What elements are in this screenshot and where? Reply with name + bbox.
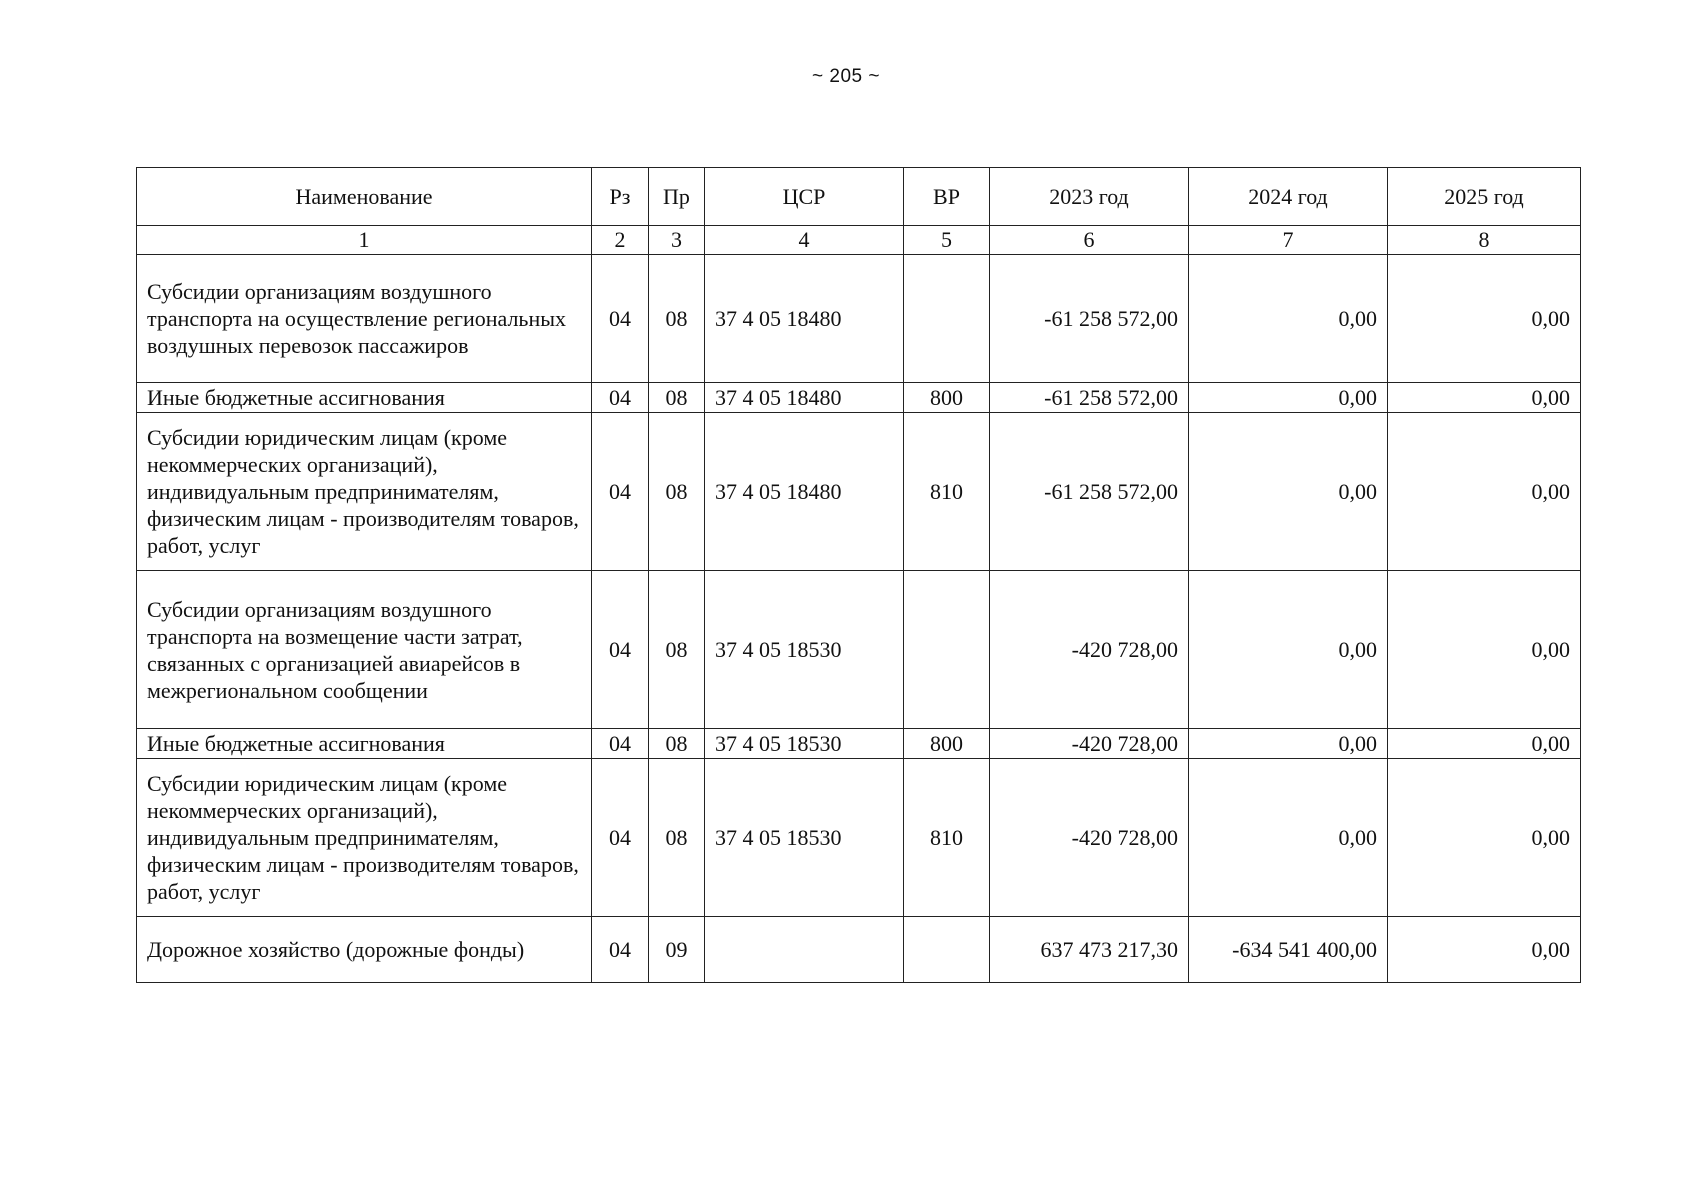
row-pr: 08 <box>649 759 705 917</box>
row-2025: 0,00 <box>1388 383 1581 413</box>
header-name: Наименование <box>137 168 592 226</box>
row-2023: -420 728,00 <box>990 729 1189 759</box>
row-2025: 0,00 <box>1388 571 1581 729</box>
column-number: 4 <box>705 226 904 255</box>
column-number: 5 <box>904 226 990 255</box>
header-rz: Рз <box>592 168 649 226</box>
column-number: 3 <box>649 226 705 255</box>
row-csr: 37 4 05 18480 <box>705 413 904 571</box>
row-2024: 0,00 <box>1189 383 1388 413</box>
row-csr: 37 4 05 18530 <box>705 759 904 917</box>
row-2024: 0,00 <box>1189 413 1388 571</box>
row-2023: -61 258 572,00 <box>990 255 1189 383</box>
table-row <box>137 413 1581 571</box>
row-name: Иные бюджетные ассигнования <box>137 383 592 413</box>
row-vr: 810 <box>904 759 990 917</box>
row-vr: 800 <box>904 383 990 413</box>
budget-table <box>136 167 1581 983</box>
row-name: Субсидии организациям воздушного транспорта на осуществление региональных воздушных перевозок пассажиров <box>137 255 592 383</box>
row-2023: -420 728,00 <box>990 571 1189 729</box>
row-2024: 0,00 <box>1189 729 1388 759</box>
row-csr: 37 4 05 18530 <box>705 729 904 759</box>
header-2023: 2023 год <box>990 168 1189 226</box>
row-2025: 0,00 <box>1388 729 1581 759</box>
column-number: 8 <box>1388 226 1581 255</box>
column-number: 7 <box>1189 226 1388 255</box>
row-2024: 0,00 <box>1189 255 1388 383</box>
row-2023: -420 728,00 <box>990 759 1189 917</box>
row-pr: 08 <box>649 383 705 413</box>
row-vr <box>904 255 990 383</box>
table-row <box>137 917 1581 983</box>
row-2023: -61 258 572,00 <box>990 413 1189 571</box>
row-name: Субсидии организациям воздушного транспорта на возмещение части затрат, связанных с организацией авиарейсов в межрегиональном сообщении <box>137 571 592 729</box>
row-vr <box>904 917 990 983</box>
column-number: 2 <box>592 226 649 255</box>
row-rz: 04 <box>592 759 649 917</box>
row-2023: 637 473 217,30 <box>990 917 1189 983</box>
row-csr: 37 4 05 18480 <box>705 255 904 383</box>
row-2024: 0,00 <box>1189 759 1388 917</box>
row-2024: 0,00 <box>1189 571 1388 729</box>
row-2024: -634 541 400,00 <box>1189 917 1388 983</box>
column-number-row <box>137 226 1581 255</box>
row-name: Иные бюджетные ассигнования <box>137 729 592 759</box>
row-2023: -61 258 572,00 <box>990 383 1189 413</box>
table-row <box>137 383 1581 413</box>
row-pr: 08 <box>649 413 705 571</box>
row-2025: 0,00 <box>1388 413 1581 571</box>
header-vr: ВР <box>904 168 990 226</box>
header-2024: 2024 год <box>1189 168 1388 226</box>
row-2025: 0,00 <box>1388 759 1581 917</box>
table-row <box>137 759 1581 917</box>
row-pr: 08 <box>649 729 705 759</box>
row-csr <box>705 917 904 983</box>
row-csr: 37 4 05 18530 <box>705 571 904 729</box>
row-rz: 04 <box>592 729 649 759</box>
header-pr: Пр <box>649 168 705 226</box>
row-vr: 810 <box>904 413 990 571</box>
table-row <box>137 571 1581 729</box>
header-csr: ЦСР <box>705 168 904 226</box>
row-vr: 800 <box>904 729 990 759</box>
row-rz: 04 <box>592 413 649 571</box>
page-number: ~ 205 ~ <box>812 66 880 87</box>
column-number: 6 <box>990 226 1189 255</box>
row-2025: 0,00 <box>1388 255 1581 383</box>
table-row <box>137 729 1581 759</box>
row-rz: 04 <box>592 917 649 983</box>
row-csr: 37 4 05 18480 <box>705 383 904 413</box>
row-name: Субсидии юридическим лицам (кроме некоммерческих организаций), индивидуальным предпринимателям, физическим лицам - производителям товаров, работ, услуг <box>137 413 592 571</box>
row-rz: 04 <box>592 255 649 383</box>
row-rz: 04 <box>592 383 649 413</box>
row-pr: 09 <box>649 917 705 983</box>
header-row <box>137 168 1581 226</box>
row-rz: 04 <box>592 571 649 729</box>
row-name: Дорожное хозяйство (дорожные фонды) <box>137 917 592 983</box>
row-name: Субсидии юридическим лицам (кроме некоммерческих организаций), индивидуальным предпринимателям, физическим лицам - производителям товаров, работ, услуг <box>137 759 592 917</box>
row-2025: 0,00 <box>1388 917 1581 983</box>
row-pr: 08 <box>649 571 705 729</box>
row-vr <box>904 571 990 729</box>
table-row <box>137 255 1581 383</box>
header-2025: 2025 год <box>1388 168 1581 226</box>
row-pr: 08 <box>649 255 705 383</box>
column-number: 1 <box>137 226 592 255</box>
